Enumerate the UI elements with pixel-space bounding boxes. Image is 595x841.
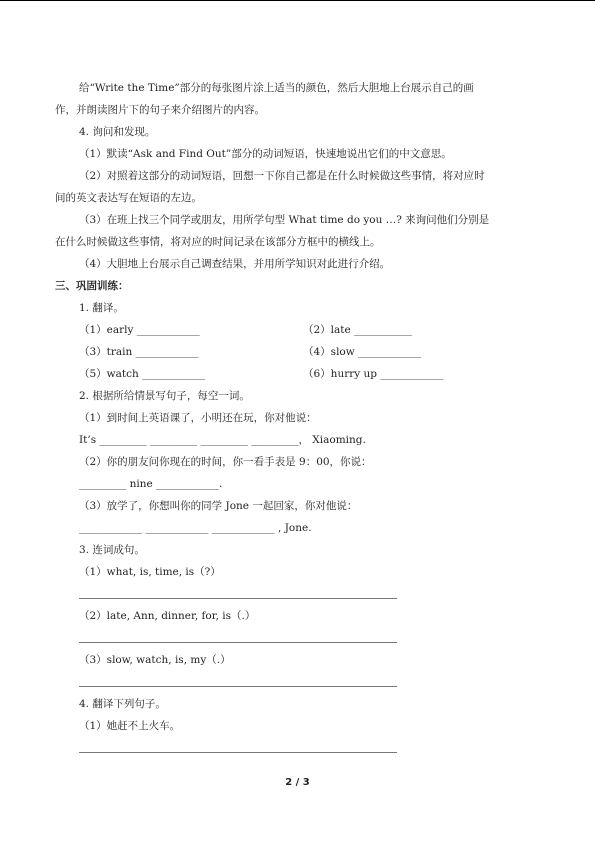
question-heading: 3. 连词成句。: [79, 544, 145, 556]
answer-line: It’s _________ _________ _________ _________， Xiaoming.: [79, 434, 366, 446]
question-heading: 2. 根据所给情景写句子，每空一词。: [79, 390, 250, 402]
question-line: （1）到时间上英语课了，小明还在玩，你对他说：: [79, 412, 317, 424]
vocab-item: （3）train ____________: [79, 346, 199, 358]
writing-line: [79, 642, 397, 643]
para-line: 间的英文表达写在短语的左边。: [55, 192, 202, 204]
section-heading: 4. 询问和发现。: [79, 126, 156, 138]
vocab-item: （4）slow ____________: [303, 346, 422, 358]
vocab-item: （6）hurry up ____________: [303, 368, 444, 380]
para-line: （1）默读“Ask and Find Out”部分的动词短语，快速地说出它们的中文意思。: [79, 148, 452, 160]
vocab-item: （5）watch ____________: [79, 368, 206, 380]
vocab-item: （1）early ____________: [79, 324, 200, 336]
question-line: （3）slow, watch, is, my（.）: [79, 654, 231, 666]
para-line: （4）大胆地上台展示自己调查结果，并用所学知识对此进行介绍。: [79, 258, 391, 270]
header-rule: [0, 0, 595, 1]
para-line: （3）在班上找三个同学或朋友，用所学句型 What time do you …? 来询问他们分别是: [79, 214, 490, 226]
writing-line: [79, 686, 397, 687]
question-line: （2）late, Ann, dinner, for, is（.）: [79, 610, 256, 622]
page-number: 2 / 3: [285, 777, 310, 788]
vocab-item: （2）late ___________: [303, 324, 412, 336]
para-line: 给“Write the Time”部分的每张图片涂上适当的颜色，然后大胆地上台展示自己的画: [79, 82, 474, 94]
writing-line: [79, 752, 397, 753]
para-line: 在什么时候做这些事情，将对应的时间记录在该部分方框中的横线上。: [55, 236, 381, 248]
question-line: （2）你的朋友问你现在的时间，你一看手表是 9：00，你说：: [79, 456, 372, 468]
question-line: （1）what, is, time, is（?）: [79, 566, 221, 578]
para-line: 作，并朗读图片下的句子来介绍图片的内容。: [55, 104, 265, 116]
question-heading: 1. 翻译。: [79, 302, 124, 314]
answer-line: _________ nine ____________.: [79, 478, 223, 490]
answer-line: ____________ ____________ ____________ , Jone.: [79, 522, 312, 534]
para-line: （2）对照着这部分的动词短语，回想一下你自己都是在什么时候做这些事情，将对应时: [79, 170, 485, 182]
writing-line: [79, 598, 397, 599]
question-line: （1）她赶不上火车。: [79, 720, 181, 732]
question-heading: 4. 翻译下列句子。: [79, 698, 166, 710]
section-title: 三、巩固训练：: [55, 280, 129, 292]
question-line: （3）放学了，你想叫你的同学 Jone 一起回家，你对他说：: [79, 500, 358, 512]
